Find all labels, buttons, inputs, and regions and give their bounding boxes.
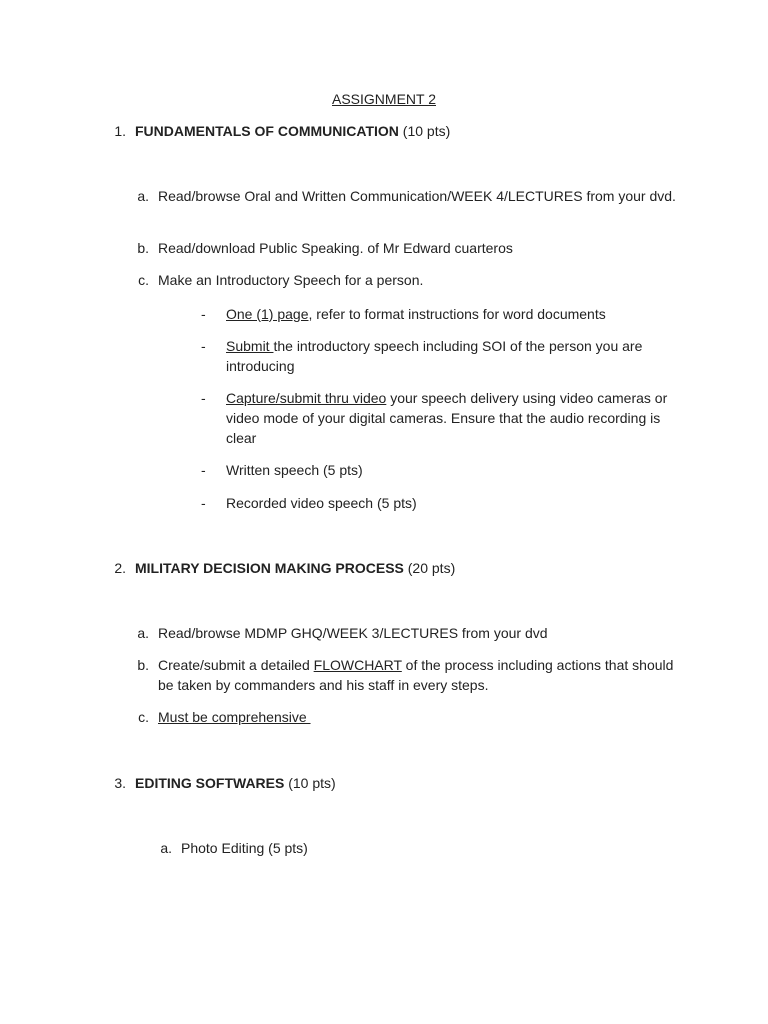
document-title: ASSIGNMENT 2 bbox=[332, 91, 436, 107]
section-heading-text: EDITING SOFTWARES bbox=[135, 775, 285, 791]
section-points: (10 pts) bbox=[402, 123, 451, 139]
bullet-rest: your speech delivery using video cameras or video mode of your digital cameras. Ensure that the audio recording is clear bbox=[226, 390, 668, 446]
item-text: Make an Introductory Speech for a person. bbox=[158, 272, 424, 288]
item-underlined: FLOWCHART bbox=[313, 657, 402, 673]
section-heading bbox=[135, 773, 336, 793]
item-text bbox=[158, 707, 688, 727]
item-text: Read/browse Oral and Written Communication/WEEK 4/LECTURES from your dvd. bbox=[158, 188, 676, 204]
bullet-underlined: One (1) page bbox=[226, 306, 309, 322]
section-number: 2. bbox=[114, 560, 126, 576]
bullet-text: Recorded video speech (5 pts) bbox=[226, 495, 417, 511]
item-pre: Create/submit a detailed bbox=[158, 657, 314, 673]
section-heading bbox=[135, 558, 455, 578]
bullet-dash: - bbox=[201, 462, 206, 478]
bullet-text bbox=[226, 336, 696, 376]
item-letter: c. bbox=[138, 709, 149, 725]
bullet-dash: - bbox=[201, 338, 206, 354]
section-heading-text: FUNDAMENTALS OF COMMUNICATION bbox=[135, 123, 399, 139]
item-letter: a. bbox=[160, 840, 172, 856]
section-points: (10 pts) bbox=[288, 775, 336, 791]
section-heading-text: MILITARY DECISION MAKING PROCESS bbox=[135, 560, 404, 576]
item-post: of the process including actions that should be taken by commanders and his staff in every steps. bbox=[158, 657, 674, 693]
bullet-text bbox=[226, 304, 696, 324]
item-letter: a. bbox=[137, 625, 149, 641]
item-letter: a. bbox=[137, 188, 149, 204]
item-underlined: Must be comprehensive bbox=[158, 709, 311, 725]
bullet-dash: - bbox=[201, 495, 206, 511]
item-text bbox=[158, 655, 678, 695]
item-text: Read/download Public Speaking. of Mr Edward cuarteros bbox=[158, 240, 513, 256]
bullet-underlined: Submit bbox=[226, 338, 274, 354]
bullet-text bbox=[226, 388, 681, 448]
bullet-rest: the introductory speech including SOI of the person you are introducing bbox=[226, 338, 643, 374]
section-number: 3. bbox=[114, 775, 126, 791]
bullet-rest: , refer to format instructions for word documents bbox=[308, 306, 606, 322]
bullet-dash: - bbox=[201, 306, 206, 322]
bullet-dash: - bbox=[201, 390, 206, 406]
item-letter: c. bbox=[138, 272, 149, 288]
bullet-underlined: Capture/submit thru video bbox=[226, 390, 387, 406]
section-number: 1. bbox=[114, 123, 126, 139]
section-points: (20 pts) bbox=[407, 560, 456, 576]
item-text: Read/browse MDMP GHQ/WEEK 3/LECTURES from your dvd bbox=[158, 625, 548, 641]
bullet-text: Written speech (5 pts) bbox=[226, 462, 363, 478]
item-letter: b. bbox=[137, 657, 149, 673]
item-text: Photo Editing (5 pts) bbox=[181, 840, 308, 856]
section-heading bbox=[135, 121, 450, 141]
item-letter: b. bbox=[137, 240, 149, 256]
